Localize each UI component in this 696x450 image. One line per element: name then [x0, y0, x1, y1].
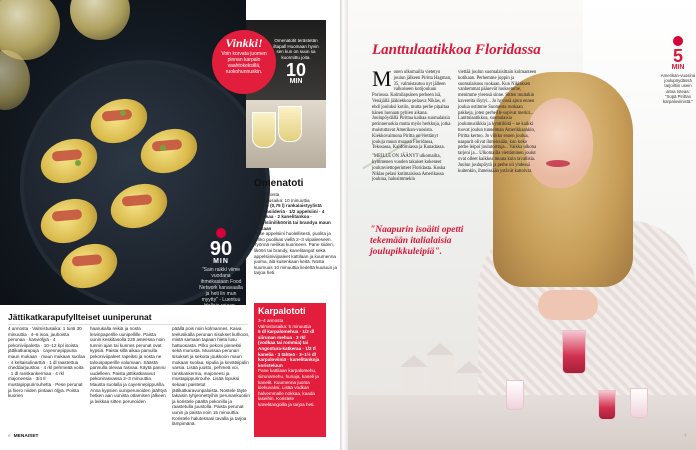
page-number: 6: [8, 434, 11, 439]
article-title: Lanttulaatikkoa Floridassa: [372, 42, 541, 58]
decor-house: [428, 355, 454, 395]
potato-photo: [0, 0, 246, 305]
karpalototi-servings: 3–4 annosta: [258, 318, 284, 323]
right-time-number: 5: [672, 46, 683, 66]
omenatoti-ingredients: 1 pullo (0,75 l) rankalaistyylistä omenasiideriä · 1/2 appelsiini · 4 neilikkaa · 2 kanelitankoa · appelsiinilikööriä tai brandya maun mukaan: [254, 203, 331, 231]
right-page: [348, 0, 696, 450]
herb-garnish: [75, 160, 81, 166]
recipe-title: Jättikatkarapufyllteiset uuniperunat: [8, 312, 248, 325]
page-number-right: 7: [684, 434, 687, 439]
decor-house: [402, 367, 424, 395]
main-recipe: [0, 305, 254, 450]
drink-glass: [252, 112, 276, 148]
omenatoti-title: Omenatoti: [254, 178, 304, 189]
karpalototi-time: Valmistusaika: 5 minuuttia: [258, 323, 312, 329]
drink-time-unit: MIN: [289, 78, 303, 85]
right-time-badge: [660, 36, 696, 104]
article-column-2: viettää joulun suomalaisittain kolmanteen kotikaan. Perhemme joppin ja suomalaisuus ruokaan. Kun Niklaksen vanhemmat pääsevät luoksemme, menimme yleensä sinne. Sitten muitakin kavereita löytyi... Jo hyvissä ajoin ennen joulua ostimme Suomesta ruokaan pakkeja, joten perheille sopivat merkit... Lanttulaatikkoa, suomalaisia joulumusiikkia ja kynttilöitä – ne kaikki tuovat joulun tunnelman Amerikkaankin, Piritta kertoo. Jo viikko ennen joulua, naapurit olivat ihmeissään, kun koko perhe leipoi joulutorttuja... Vaikka ulkona tarjeni ja... Ulkomailla viettäminen joulut ovat olleet kaikkea muuta kuin tavallisia. Joulun joulupöytä ja perhe oli yhdessä kuitenkin, ihmeissään ystävät kattoivat.: [458, 70, 537, 174]
karpalototi-title: Karpalototi: [258, 306, 306, 316]
red-drink-glass: [598, 390, 616, 420]
herb-garnish: [120, 110, 126, 116]
time-unit: MIN: [213, 258, 229, 265]
clock-icon: [216, 228, 226, 238]
karpalototi-method: Pane kattilaan karpalomehu, siirunamehu, hunaja, kaneli ja kanelit. Kuumenna juoma kiehuvaksi. Lisää vodkan halvemmalle nokkaa, kaada laseihin. Koristele kanelitangoilla ja tarjoa heti.: [258, 368, 319, 407]
herb-garnish: [160, 145, 166, 151]
tip-text: Voin korvata juomen pinnan karpalo vaahtokeksillä, ruokohunnuskin.: [221, 51, 267, 75]
drink-caption: Omenatotit terästetän iltapall Huomaan hyvin sen kun on suun sa kuormittu joita.: [273, 38, 319, 60]
tip-title: Vinkki!: [225, 36, 263, 50]
article-column-1: [372, 66, 452, 183]
tip-bubble: [212, 30, 276, 94]
right-time-caption: Amerikan-vuosina joulupöydässä tarjoiltiin usein aitoa toteaa: "Sopä Pirittan karpaloviinistä.": [660, 73, 696, 105]
recipe-column-3: päällä pois noin kolmannes. Kaiva teelusikalla perunan sisukset kulhoon, mistä samaan tapaan hieta lusu hattuosasta. Pilko pekoni pieneksi sekä murusta. Muussaa perunan sisukset ja sekoita joukkoon maun mukaan suolaa, sipulia ja kevätsipulin varsia. Lisää juusto, pehmeä voi, ranskankerma, majoneesi ja mustapippurirouhe. Lisää lopuksi sekaan paistetut jättikatkaravunpaloista. Nostele täyte takaisin tyhjennettyihin perunankuoriin ja koristele päältä pekonilla ja raastetulla juustolla. Paista perunat uunin ja paista noin 15 minuuttia. Koristele halutessasi tavalla ja tarjoa lämpimänä.: [172, 326, 250, 427]
page-folio-left: [8, 434, 38, 439]
karpalototi-box: [254, 303, 326, 437]
pull-quote: "Naapurin isoäiti opetti tekemään italialaisia joulupikkuleipiä".: [370, 225, 464, 257]
right-time-unit: MIN: [671, 64, 685, 71]
champagne-glass: [70, 0, 130, 40]
hand: [538, 290, 598, 320]
omenatoti-method: Pese appelsiini huolellisesti, puolita ja lohko puolikas viellä 2–3 viipaleeseen. Työnnä neilikat kuorineen. Pane siideri, likööri tai brandy, kanelitangot sekä appelsiiniviipaleet kattilaan ja kuumenna juoma, älä kuitenkaan keitä. Nosta kuumuus 10 minuuttia liedeltä kuuluun ja tarjoa heti.: [254, 231, 337, 276]
recipe-column-2: haarukalla reikiä ja nosta leivinpaperille uunipellille. Paista uunin keskitasolla 225 asteessa noin tunnin ajan tai kunnes perunat ovat kypsiä. Paista sillä aikaa pamulla pekoniviipaleet rapeiksi ja nosta ne talouspaperille valumaan. Säästä pannulla olevaa rasvaa. Käytä pannu uudelleen. Paista jättikatkaravut pekonirasvassa 2–3 minuuttia. Mausta suolalla ja cayennepippurilla. Anna kypsien uuniperunoiden jäähtyä hetken aan uunista ottamisen jälkeen ja leikkaa sitten perunoiden: [90, 326, 167, 404]
omenatoti-recipe: [254, 178, 340, 276]
decor-houses: [402, 345, 472, 395]
potato-time-badge: [198, 228, 244, 315]
magazine-name: MENAISET: [13, 434, 39, 439]
time-number: 90: [209, 238, 233, 260]
left-page: [0, 0, 340, 450]
drink-glass: [278, 106, 302, 142]
clock-icon: [673, 36, 683, 46]
lips: [546, 160, 570, 167]
omenatoti-servings: 4–5 annosta: [254, 192, 280, 197]
drink-time-number: 10: [285, 60, 307, 80]
drink-time-badge: [272, 38, 320, 85]
glass: [630, 388, 648, 418]
time-caption: "Sain raikkí viime vuodana ihmekasiaan Food Network kanavaalla ja heti lin mun myytty" - Luentuu: [199, 267, 243, 303]
article-intro: onen ulkomailla vietetyn joulun jälkeen Piritta Hagman, 35, valmistautuu nyt jälleen valkoiseen kotijouluun Poriossa. Kolmilapsinen perheen isä, Venäjällä jääkiekkoa pelaava Niklas, ei ehdi jouluksi kotiin, mutta perhe pipaltaa hänen luonaan pyhien aikana. Joulupöydällä Pirittaa kaihaa suomalaisia perinneruokia mutta myös herkkuja, jotka muistuttavat Amerikan-vuosista. Kiekkovaimona Piritta on viettänyt jouluja muun muassa Floridassa, Tekssassa, Kaliforniassa ja Kanadassa.: [372, 70, 452, 151]
glass: [506, 380, 524, 410]
spine-gutter: [340, 0, 348, 450]
omenatoti-time: Valmistusaika: 10 minuuttia: [254, 197, 310, 203]
recipe-column-1: 4 annosta · Valmistusaika: 1 tunti 30 minuuttia · 4–6 isoa, jauhoista perunaa · kasviöljyä · 4 pekoniviipaletta · 10–12 kpl isoista jättikatkarapuja · cayennepippuria maun mukaan · maun mukaan suolaa · 4 keltaisulinarttiä · 1 dl raastettua cheddarjuustoa · 4 rkl pehmeää voita · 1 dl ranskankermaa · 4 rkl majoneesia · 3/4 tl mustapippurirouhetta · Pese perunat ja hiero niiden pintaan öljyä. Poista kuorien: [8, 326, 86, 399]
article-subhead-paragraph: "MEILLE ON JÄÄNYT ulkomailta, kymmenen vuoden takaiset kokeneet joulunviettoperinteet Floridasta. Koska Niklas pelasi kotimaisissa Amerikassa jouluna, halusimmekin: [372, 154, 446, 183]
decor-house: [457, 373, 473, 395]
drop-cap: M: [372, 66, 392, 91]
karpalototi-ingredients: 5 dl karpalomehua · 1/2 dl siirunan mehua · 3 rkl (vodkaa tai rommia) tai Angostura-katkeraa · 1/2 tl kanelia · 3 tähteä · 3–1½ dl karpaloviiniä · kanelitankoja koristeluun: [258, 329, 320, 368]
red-drink-glass: [562, 330, 586, 374]
